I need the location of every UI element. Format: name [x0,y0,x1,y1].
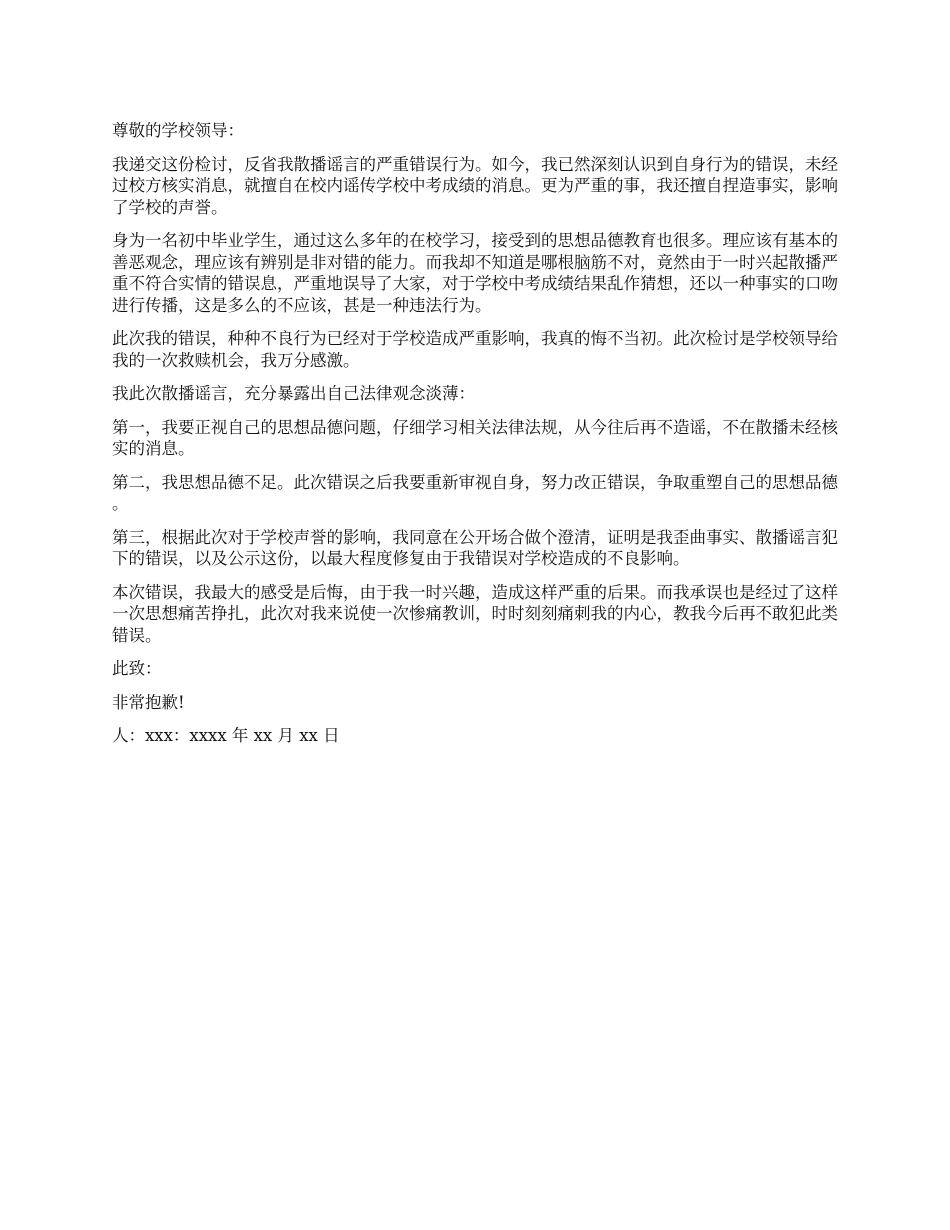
paragraph-3: 此次我的错误，种种不良行为已经对于学校造成严重影响，我真的悔不当初。此次检讨是学校领导给我的一次救赎机会，我万分感激。 [112,329,838,370]
paragraph-5: 第一，我要正视自己的思想品德问题，仔细学习相关法律法规，从今往后再不造谣，不在散播未经核实的消息。 [112,417,838,458]
paragraph-2: 身为一名初中毕业学生，通过这么多年的在校学习，接受到的思想品德教育也很多。理应该有基本的善恶观念，理应该有辨别是非对错的能力。而我却不知道是哪根脑筋不对，竟然由于一时兴起散播严重不符合实情的错误息，严重地误导了大家，对于学校中考成绩结果乱作猜想，还以一种事实的口吻进行传播，这是多么的不应该，甚是一种违法行为。 [112,231,838,315]
paragraph-8: 本次错误，我最大的感受是后悔，由于我一时兴趣，造成这样严重的后果。而我承误也是经过了这样一次思想痛苦挣扎，此次对我来说使一次惨痛教训，时时刻刻痛刺我的内心，教我今后再不敢犯此类错误。 [112,582,838,645]
closing: 此致： [112,659,162,678]
paragraph-1: 我递交这份检讨，反省我散播谣言的严重错误行为。如今，我已然深刻认识到自身行为的错误，未经过校方核实消息，就擅自在校内谣传学校中考成绩的消息。更为严重的事，我还擅自捏造事实，影响了学校的声誉。 [112,154,838,217]
paragraph-7: 第三，根据此次对于学校声誉的影响，我同意在公开场合做个澄清，证明是我歪曲事实、散播谣言犯下的错误，以及公示这份，以最大程度修复由于我错误对学校造成的不良影响。 [112,527,838,568]
letter-body [112,120,840,759]
apology: 非常抱歉! [112,692,185,712]
paragraph-6: 第二，我思想品德不足。此次错误之后我要重新审视自身，努力改正错误，争取重塑自己的思想品德。 [112,472,838,513]
salutation: 尊敬的学校领导： [112,121,244,140]
signature-line: 人：xxx：xxxx 年 xx 月 xx 日 [112,726,340,745]
paragraph-4: 我此次散播谣言，充分暴露出自己法律观念淡薄： [112,384,475,403]
